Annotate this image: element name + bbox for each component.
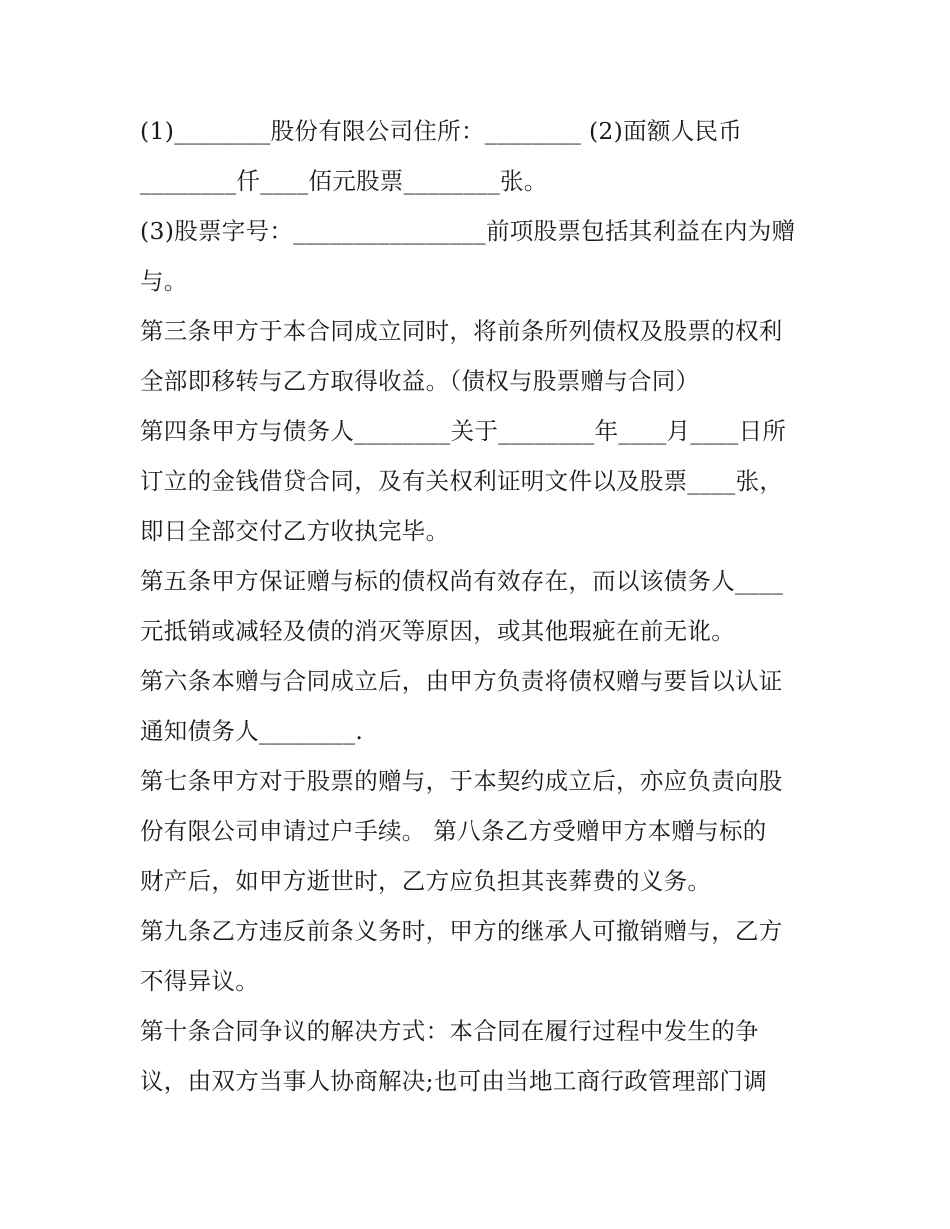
- text-line: 议，由双方当事人协商解决;也可由当地工商行政管理部门调: [140, 1067, 768, 1095]
- text-line: 第十条合同争议的解决方式：本合同在履行过程中发生的争: [140, 1017, 759, 1045]
- text-line: 即日全部交付乙方收执完毕。: [140, 517, 450, 545]
- text-line: ________仟____佰元股票________张。: [140, 167, 548, 195]
- text-line: 份有限公司申请过户手续。 第八条乙方受赠甲方本赠与标的: [140, 817, 767, 845]
- text-line: (1)________股份有限公司住所：________ (2)面额人民币: [140, 117, 743, 145]
- text-line: 第三条甲方于本合同成立同时，将前条所列债权及股票的权利: [140, 317, 783, 345]
- text-line: 通知债务人________.: [140, 717, 364, 745]
- text-line: 第五条甲方保证赠与标的债权尚有效存在，而以该债务人____: [140, 567, 784, 595]
- text-line: (3)股票字号：________________前项股票包括其利益在内为赠: [140, 217, 796, 245]
- text-line: 订立的金钱借贷合同，及有关权利证明文件以及股票____张，: [140, 467, 784, 495]
- document-body: [140, 106, 830, 1106]
- text-line: 元抵销或减轻及债的消灭等原因，或其他瑕疵在前无讹。: [140, 617, 735, 645]
- text-line: 不得异议。: [140, 967, 259, 995]
- text-line: 第六条本赠与合同成立后，由甲方负责将债权赠与要旨以认证: [140, 667, 783, 695]
- text-line: 财产后，如甲方逝世时，乙方应负担其丧葬费的义务。: [140, 867, 712, 895]
- text-line: 第七条甲方对于股票的赠与，于本契约成立后，亦应负责向股: [140, 767, 783, 795]
- text-line: 第九条乙方违反前条义务时，甲方的继承人可撤销赠与，乙方: [140, 917, 783, 945]
- text-line: 第四条甲方与债务人________关于________年____月____日所: [140, 417, 787, 445]
- text-line: 全部即移转与乙方取得收益。（债权与股票赠与合同）: [140, 367, 700, 395]
- text-line: 与。: [140, 267, 188, 295]
